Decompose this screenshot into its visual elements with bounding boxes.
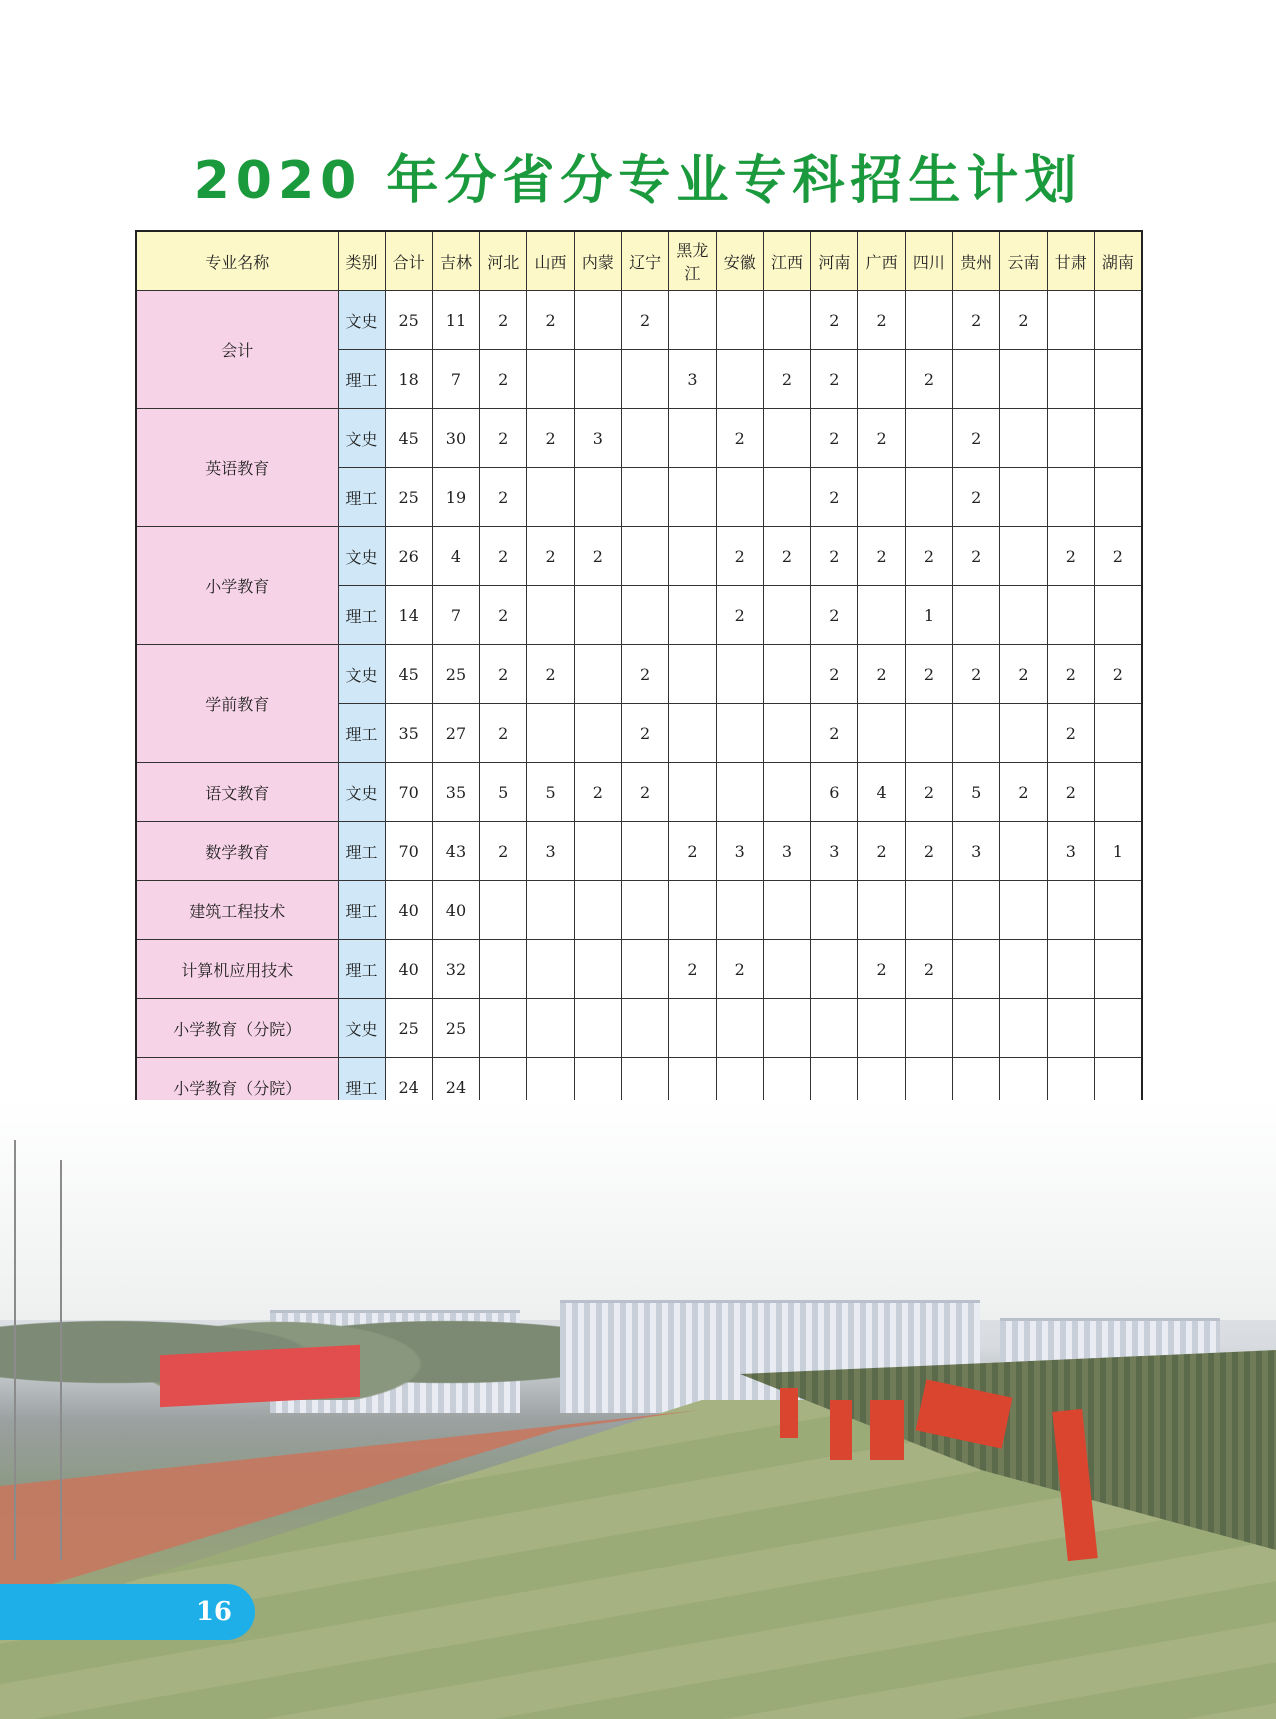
province-count [621,350,668,409]
province-count [1094,763,1141,822]
header-column: 合计 [385,231,432,291]
table-body [136,291,1142,1117]
province-count: 3 [527,822,574,881]
province-count [811,999,858,1058]
province-count: 2 [527,645,574,704]
province-count [953,940,1000,999]
province-count: 2 [480,645,527,704]
province-count [574,586,621,645]
province-count [763,763,810,822]
major-name: 数学教育 [136,822,338,881]
header-column: 河南 [811,231,858,291]
province-count: 5 [480,763,527,822]
province-count [669,881,716,940]
province-count: 30 [432,409,479,468]
province-count [527,586,574,645]
province-count [621,409,668,468]
flag-pole [60,1160,62,1560]
province-count: 2 [480,704,527,763]
province-count: 2 [763,527,810,586]
category: 文史 [338,763,385,822]
province-count [527,999,574,1058]
province-count: 2 [858,940,905,999]
province-count [1000,704,1047,763]
header-category: 类别 [338,231,385,291]
major-name: 计算机应用技术 [136,940,338,999]
province-count [905,881,952,940]
province-count: 2 [1047,704,1094,763]
province-count: 2 [1094,527,1141,586]
province-count [763,409,810,468]
province-count [1047,999,1094,1058]
province-count: 6 [811,763,858,822]
province-count [1000,527,1047,586]
province-count [858,704,905,763]
province-count [763,645,810,704]
table-row [136,999,1142,1058]
province-count [480,881,527,940]
province-count [480,999,527,1058]
table-row [136,291,1142,350]
province-count: 2 [1047,527,1094,586]
province-count: 4 [858,763,905,822]
province-count [1047,940,1094,999]
province-count: 2 [527,291,574,350]
header-column: 山西 [527,231,574,291]
province-count [621,940,668,999]
province-count: 2 [574,527,621,586]
province-count [1094,881,1141,940]
header-column: 辽宁 [621,231,668,291]
province-count: 2 [480,586,527,645]
province-count: 2 [621,291,668,350]
category: 理工 [338,350,385,409]
province-count [716,881,763,940]
province-count [669,409,716,468]
province-count: 11 [432,291,479,350]
province-count [1094,409,1141,468]
province-count [1094,999,1141,1058]
province-count: 2 [811,291,858,350]
row-total: 70 [385,763,432,822]
major-name: 英语教育 [136,409,338,527]
province-count: 2 [480,468,527,527]
province-count [1000,586,1047,645]
category: 理工 [338,586,385,645]
province-count: 2 [669,822,716,881]
province-count [480,940,527,999]
header-column: 内蒙 [574,231,621,291]
header-column: 云南 [1000,231,1047,291]
province-count: 2 [1047,763,1094,822]
header-column: 吉林 [432,231,479,291]
major-name: 会计 [136,291,338,409]
province-count: 2 [716,409,763,468]
province-count [953,999,1000,1058]
province-count: 2 [716,527,763,586]
province-count: 2 [621,704,668,763]
province-count: 2 [1047,645,1094,704]
province-count: 2 [811,350,858,409]
province-count: 2 [858,645,905,704]
province-count [1094,350,1141,409]
province-count: 2 [858,291,905,350]
red-flag [870,1400,904,1460]
province-count: 3 [716,822,763,881]
province-count [621,999,668,1058]
province-count: 2 [905,822,952,881]
province-count [669,468,716,527]
province-count: 2 [480,409,527,468]
province-count [858,586,905,645]
province-count [716,350,763,409]
province-count: 2 [811,409,858,468]
province-count: 2 [527,409,574,468]
province-count: 2 [858,409,905,468]
row-total: 45 [385,409,432,468]
province-count: 2 [905,527,952,586]
major-name: 小学教育（分院） [136,1058,338,1117]
page-number: 16 [195,1597,232,1627]
province-count: 32 [432,940,479,999]
province-count: 1 [905,586,952,645]
red-flag [780,1388,798,1438]
category: 文史 [338,409,385,468]
province-count [669,704,716,763]
province-count: 2 [811,468,858,527]
province-count [574,822,621,881]
province-count [953,586,1000,645]
row-total: 40 [385,881,432,940]
header-column: 四川 [905,231,952,291]
province-count [858,468,905,527]
province-count: 7 [432,350,479,409]
province-count [574,350,621,409]
province-count [1094,468,1141,527]
province-count: 2 [811,586,858,645]
province-count: 3 [811,822,858,881]
province-count [716,763,763,822]
province-count [621,881,668,940]
province-count: 2 [480,527,527,586]
province-count [811,940,858,999]
province-count [1000,822,1047,881]
category: 理工 [338,881,385,940]
province-count: 5 [953,763,1000,822]
province-count [574,999,621,1058]
province-count [1094,940,1141,999]
table-header [136,231,1142,291]
province-count [858,350,905,409]
province-count [905,999,952,1058]
category: 文史 [338,999,385,1058]
province-count [669,645,716,704]
header-column: 江西 [763,231,810,291]
province-count: 2 [811,645,858,704]
header-column: 黑龙江 [669,231,716,291]
province-count [811,881,858,940]
province-count: 3 [763,822,810,881]
header-column: 安徽 [716,231,763,291]
province-count: 7 [432,586,479,645]
province-count: 40 [432,881,479,940]
table-row [136,409,1142,468]
province-count: 24 [432,1058,479,1117]
province-count: 2 [811,704,858,763]
category: 文史 [338,645,385,704]
province-count [763,291,810,350]
province-count [763,586,810,645]
province-count: 2 [716,586,763,645]
province-count [1047,409,1094,468]
province-count: 2 [480,822,527,881]
province-count: 27 [432,704,479,763]
flag-pole [14,1140,16,1560]
red-flag [830,1400,852,1460]
row-total: 14 [385,586,432,645]
province-count: 25 [432,999,479,1058]
province-count [716,704,763,763]
province-count: 1 [1094,822,1141,881]
table-row [136,940,1142,999]
province-count [621,527,668,586]
province-count: 43 [432,822,479,881]
row-total: 25 [385,468,432,527]
province-count: 19 [432,468,479,527]
province-count: 2 [621,763,668,822]
province-count: 2 [905,645,952,704]
province-count [1047,468,1094,527]
province-count [621,468,668,527]
header-column: 广西 [858,231,905,291]
table-row [136,763,1142,822]
province-count [1000,999,1047,1058]
province-count: 2 [527,527,574,586]
province-count: 2 [1094,645,1141,704]
province-count: 2 [905,940,952,999]
province-count: 2 [1000,763,1047,822]
province-count: 2 [858,822,905,881]
province-count [574,645,621,704]
province-count [905,704,952,763]
province-count: 35 [432,763,479,822]
category: 文史 [338,291,385,350]
category: 理工 [338,704,385,763]
province-count [716,999,763,1058]
header-column: 湖南 [1094,231,1141,291]
province-count: 2 [480,350,527,409]
province-count [763,940,810,999]
province-count: 2 [1000,291,1047,350]
province-count [574,940,621,999]
province-count: 2 [669,940,716,999]
major-name: 建筑工程技术 [136,881,338,940]
header-column: 河北 [480,231,527,291]
province-count [527,350,574,409]
major-name: 小学教育（分院） [136,999,338,1058]
province-count: 2 [905,763,952,822]
province-count: 2 [1000,645,1047,704]
province-count [1000,409,1047,468]
header-column: 甘肃 [1047,231,1094,291]
province-count [763,468,810,527]
province-count: 2 [574,763,621,822]
province-count: 2 [716,940,763,999]
province-count [763,999,810,1058]
row-total: 25 [385,291,432,350]
province-count [953,881,1000,940]
row-total: 18 [385,350,432,409]
province-count [527,468,574,527]
province-count [669,586,716,645]
category: 理工 [338,1058,385,1117]
province-count [1047,586,1094,645]
page-title: 2020 年分省分专业专科招生计划 [193,151,1083,211]
province-count [716,468,763,527]
province-count [953,704,1000,763]
province-count [527,704,574,763]
province-count [1047,881,1094,940]
table-row [136,527,1142,586]
row-total: 25 [385,999,432,1058]
province-count [905,291,952,350]
province-count [763,704,810,763]
province-count [858,999,905,1058]
province-count [621,586,668,645]
province-count [905,409,952,468]
category: 理工 [338,822,385,881]
category: 理工 [338,940,385,999]
province-count [1000,350,1047,409]
province-count [1047,291,1094,350]
province-count: 2 [621,645,668,704]
province-count [953,350,1000,409]
province-count [574,704,621,763]
province-count [858,881,905,940]
major-name: 小学教育 [136,527,338,645]
province-count: 2 [811,527,858,586]
province-count: 2 [953,409,1000,468]
province-count: 2 [480,291,527,350]
row-total: 70 [385,822,432,881]
stage-banner [160,1345,360,1407]
row-total: 24 [385,1058,432,1117]
province-count [716,291,763,350]
province-count [621,822,668,881]
header-row [136,231,1142,291]
row-total: 35 [385,704,432,763]
province-count [763,881,810,940]
province-count: 4 [432,527,479,586]
province-count [574,881,621,940]
province-count [527,881,574,940]
page-number-tab [0,1584,255,1640]
major-name: 学前教育 [136,645,338,763]
province-count [1047,350,1094,409]
province-count: 2 [953,645,1000,704]
province-count [905,468,952,527]
province-count [716,645,763,704]
province-count: 2 [953,468,1000,527]
province-count: 2 [953,527,1000,586]
province-count: 3 [1047,822,1094,881]
header-column: 贵州 [953,231,1000,291]
major-name: 语文教育 [136,763,338,822]
province-count [669,999,716,1058]
province-count: 3 [574,409,621,468]
province-count [574,468,621,527]
province-count: 2 [905,350,952,409]
province-count [1094,586,1141,645]
province-count [1094,291,1141,350]
province-count: 25 [432,645,479,704]
category: 理工 [338,468,385,527]
province-count: 5 [527,763,574,822]
province-count [669,291,716,350]
province-count: 2 [763,350,810,409]
province-count: 3 [953,822,1000,881]
table-row [136,822,1142,881]
province-count: 2 [858,527,905,586]
row-total: 45 [385,645,432,704]
row-total: 40 [385,940,432,999]
header-major: 专业名称 [136,231,338,291]
province-count [574,291,621,350]
table-row [136,645,1142,704]
province-count [669,527,716,586]
province-count [669,763,716,822]
category: 文史 [338,527,385,586]
row-total: 26 [385,527,432,586]
province-count [1000,468,1047,527]
province-count: 2 [953,291,1000,350]
province-count [1000,940,1047,999]
province-count: 3 [669,350,716,409]
province-count [1094,704,1141,763]
table-row [136,881,1142,940]
province-count [1000,881,1047,940]
enrollment-plan-table [135,230,1143,1177]
province-count [527,940,574,999]
